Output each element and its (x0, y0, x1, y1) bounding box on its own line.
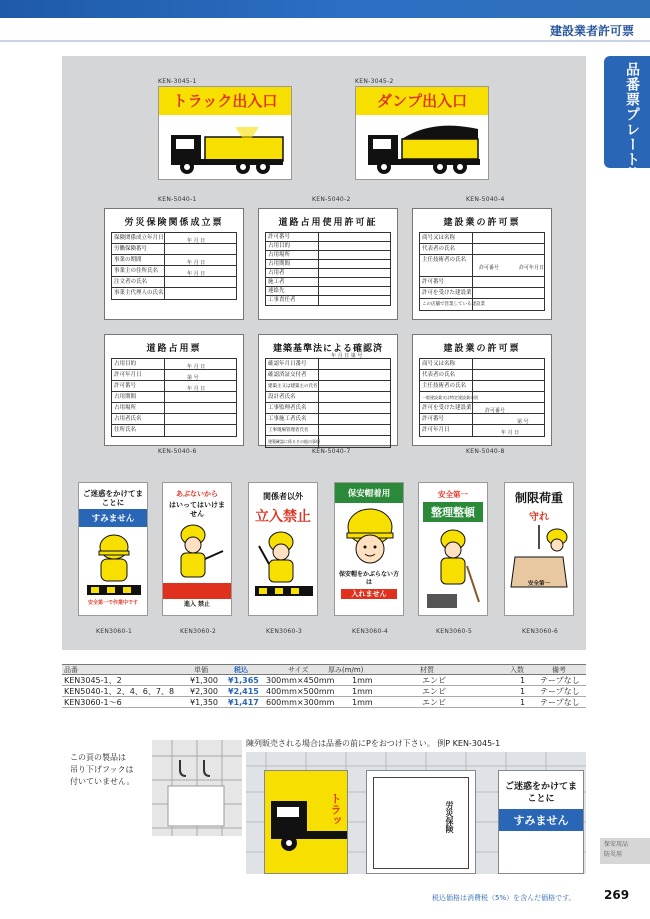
cell-tax-price: ¥1,365 (228, 676, 259, 685)
plate-row: 工事監理者氏名 (266, 403, 390, 414)
sign-top-text: ご迷惑をかけてまことに (83, 489, 143, 507)
plate-row: 労働保険番号 (112, 244, 236, 255)
footer-category-label (600, 838, 650, 864)
top-color-bar (0, 0, 650, 18)
helmet-required-sign (334, 482, 404, 616)
plate-row: 事業の期間 (112, 255, 236, 266)
road-occupancy-plate (104, 334, 244, 446)
plate-row: 占用者 (266, 269, 390, 278)
photo-truck-text: トラッ (329, 793, 342, 826)
date-field: 年 月 日 (187, 364, 206, 370)
plate-row: 連絡先 (266, 287, 390, 296)
plate-row: 工事施工者氏名 (266, 414, 390, 425)
plate-row: 建築主又は建築主の氏名 (266, 381, 390, 392)
authorized-only-sign (248, 482, 318, 616)
product-code: KEN-5040-2 (312, 196, 351, 203)
hook-note-line: この頁の製品は (70, 753, 126, 762)
cell-thickness: 1mm (352, 687, 373, 696)
plate-grid (111, 358, 237, 437)
display-sale-note: 陳列販売される場合は品番の前にPをおつけ下さい。 例P KEN-3045-1 (246, 739, 501, 748)
plate-row: 主任技術者の氏名 (420, 381, 544, 392)
cell-price: ¥1,350 (190, 698, 218, 707)
no-entry-sign (162, 482, 232, 616)
hook-note (70, 752, 152, 788)
header-cell: 品番 (64, 666, 78, 674)
header-cell: 単価 (194, 666, 208, 674)
plate-row: 占用者氏名 (112, 414, 236, 425)
keep-tidy-sign (418, 482, 488, 616)
plate-row: 確認年月日番号 (266, 359, 390, 370)
cell-thickness: 1mm (352, 698, 373, 707)
table-row (62, 686, 586, 697)
labor-insurance-plate (104, 208, 244, 320)
plate-title: 建設業の許可票 (443, 218, 521, 228)
plate-row: 占用場所 (112, 403, 236, 414)
product-code: KEN-5040-6 (158, 448, 197, 455)
cell-size: 400mm×500mm (266, 687, 335, 696)
plate-row: 施工者 (266, 278, 390, 287)
date-field: 年 月 日 (187, 238, 206, 244)
sweeping-worker-icon (419, 522, 488, 616)
plate-title: 道路占用票 (146, 344, 202, 354)
sign-bottom-text: 進入 禁止 (183, 601, 211, 608)
cell-part-number: KEN3045-1、2 (64, 676, 122, 685)
header-cell: 入数 (510, 666, 524, 674)
sign-band-text: 守れ (529, 512, 549, 523)
cell-size: 600mm×300mm (266, 698, 335, 707)
sign-top-text: 制限荷重 (514, 491, 563, 505)
plate-row: 代表者の氏名 (420, 244, 544, 255)
header-cell: 備考 (552, 666, 566, 674)
product-code: KEN-5040-1 (158, 196, 197, 203)
plate-row: 占用目的 (266, 242, 390, 251)
footer-label-line: 防災用 (604, 851, 623, 858)
plate-row: 工事責任者 (266, 296, 390, 305)
date-field: 年 月 日 (187, 386, 206, 392)
product-code: KEN3060-5 (436, 628, 473, 635)
hook-note-line: 吊り下げフックは (70, 765, 134, 774)
cell-quantity: 1 (520, 687, 526, 696)
cell-thickness: 1mm (352, 676, 373, 685)
number-field: 第 号 (517, 419, 529, 425)
plate-row: 確認済証交付者 (266, 370, 390, 381)
cell-material: エンビ (422, 687, 446, 696)
plate-row: 建築確認に係るその他の事項 (266, 436, 390, 447)
product-code: KEN-3045-2 (355, 78, 394, 85)
plate-row: 保険関係成立年月日 (112, 233, 236, 244)
sign-bottom-text: 安全第一で作業中です (87, 600, 138, 606)
product-code: KEN3060-4 (352, 628, 389, 635)
cell-note: テープなし (540, 676, 580, 685)
sign-top-text: あぶないから (176, 490, 218, 498)
column-header: 許可番号 (485, 408, 506, 414)
wire-rack-hook-icon (152, 740, 242, 836)
cell-part-number: KEN5040-1、2、4、6、7、8 (64, 687, 175, 696)
hook-note-line: 付いていません。 (70, 777, 135, 786)
date-field: 年 月 日 第 号 (331, 353, 363, 359)
column-header: 許可年月日 (519, 265, 545, 271)
cell-quantity: 1 (520, 698, 526, 707)
plate-row: 占用期間 (266, 260, 390, 269)
date-field: 年 月 日 (187, 271, 206, 277)
sign-top-text: 関係者以外 (263, 492, 303, 501)
helmet-worker-icon (335, 503, 404, 571)
road-occupancy-permit-plate (258, 208, 398, 320)
cell-material: エンビ (422, 676, 446, 685)
plate-grid (265, 358, 391, 448)
display-rack-photo (246, 752, 586, 874)
header-cell: 厚み(m/m) (328, 666, 364, 674)
construction-license-plate (412, 208, 552, 320)
photo-plate (366, 770, 476, 874)
plate-row: 占用目的 (112, 359, 236, 370)
header-cell: 税込 (234, 666, 248, 674)
cell-price: ¥1,300 (190, 676, 218, 685)
header-cell: サイズ (288, 666, 309, 674)
plate-title: 建設業の許可票 (443, 344, 521, 354)
column-header: 許可番号 (479, 265, 500, 271)
photo-plate-title: 労災保険 (445, 801, 455, 833)
product-code: KEN3060-1 (96, 628, 133, 635)
cell-tax-price: ¥2,415 (228, 687, 259, 696)
plate-row: 主任技術者の氏名 (420, 255, 544, 277)
sign-top-text: 保安帽着用 (335, 483, 403, 503)
building-confirmation-plate (258, 334, 398, 446)
cell-part-number: KEN3060-1～6 (64, 698, 122, 707)
plate-row: 許可年月日 (420, 425, 544, 436)
page-number: 269 (604, 888, 630, 902)
plate-grid (419, 358, 545, 437)
table-row (62, 675, 586, 686)
sign-band-text: はいってはいけません (169, 501, 225, 518)
sign-bottom-text: 安全第一 (527, 581, 550, 587)
product-code: KEN-5040-7 (312, 448, 351, 455)
sign-band-text: 保安帽をかぶらない方は (339, 571, 400, 586)
plate-row: 許可番号 (266, 233, 390, 242)
tax-footnote: 税込価格は消費税（5%）を含んだ価格です。 (432, 894, 576, 902)
plate-title: 建築基準法による確認済 (272, 344, 383, 354)
category-side-tab-label: 品番票プレート他 (624, 62, 640, 182)
cell-size: 300mm×450mm (266, 676, 335, 685)
plate-row: 許可年月日 (112, 370, 236, 381)
dump-truck-icon (362, 113, 484, 177)
truck-entrance-sign (158, 86, 292, 180)
plate-row: 設計者氏名 (266, 392, 390, 403)
cell-note: テープなし (540, 698, 580, 707)
plate-row: 注文者の氏名 (112, 277, 236, 288)
dump-entrance-sign (355, 86, 489, 180)
sign-top-text: 安全第一 (438, 490, 468, 499)
plate-row: 許可番号 (112, 381, 236, 392)
plate-title: 労災保険関係成立票 (124, 218, 224, 228)
date-field: 年 月 日 (501, 430, 520, 436)
product-code: KEN-5040-8 (466, 448, 505, 455)
plate-row: 事業主の住所氏名 (112, 266, 236, 277)
table-row (62, 697, 586, 708)
photo-sign-top: ご迷惑をかけてまことに (504, 782, 577, 804)
photo-sorry-sign (498, 770, 584, 874)
cell-tax-price: ¥1,417 (228, 698, 259, 707)
spec-table-header (62, 664, 586, 675)
cell-price: ¥2,300 (190, 687, 218, 696)
plate-row: 許可番号 (420, 414, 544, 425)
plate-row: 一般建設業又は特定建設業の別 (420, 392, 544, 403)
photo-sign-band: すみません (499, 809, 583, 831)
bowing-worker-icon (79, 529, 148, 599)
plate-row: 商号又は名称 (420, 233, 544, 244)
product-code: KEN-3045-1 (158, 78, 197, 85)
spec-table (62, 664, 586, 708)
plate-row: 工事現場管理者氏名 (266, 425, 390, 436)
sign-bottom-text: 入れません (341, 589, 397, 599)
plate-grid (111, 232, 237, 300)
cell-note: テープなし (540, 687, 580, 696)
plate-row: 占用期間 (112, 392, 236, 403)
sign-title: トラック出入口 (159, 87, 291, 115)
construction-license-plate (412, 334, 552, 446)
plate-row: この店舗で営業している建設業 (420, 299, 544, 310)
truck-icon (165, 117, 287, 177)
footer-label-line: 保安用品 (604, 841, 629, 848)
worker-stop-hand-icon (249, 528, 318, 600)
cell-quantity: 1 (520, 676, 526, 685)
plate-row: 住所氏名 (112, 425, 236, 436)
page-title: 建設業者許可票 (549, 24, 634, 38)
sign-title: ダンプ出入口 (356, 87, 488, 115)
header-divider (0, 40, 650, 42)
plate-grid (419, 232, 545, 311)
load-limit-sign (504, 482, 574, 616)
product-code: KEN3060-3 (266, 628, 303, 635)
cell-material: エンビ (422, 698, 446, 707)
plate-row: 許可を受けた建設業 (420, 403, 544, 414)
plate-row: 許可番号 (420, 277, 544, 288)
sorry-for-inconvenience-sign (78, 482, 148, 616)
sign-band-text: すみません (79, 509, 147, 527)
plate-row: 代表者の氏名 (420, 370, 544, 381)
product-code: KEN3060-6 (522, 628, 559, 635)
worker-with-stop-icon (163, 521, 232, 583)
plate-row: 商号又は名称 (420, 359, 544, 370)
date-field: 年 月 日 (187, 260, 206, 266)
plate-row: 許可を受けた建設業 (420, 288, 544, 299)
sign-band-text: 整理整頓 (423, 502, 483, 522)
plate-title: 道路占用使用許可証 (278, 218, 378, 228)
sign-band-text: 立入禁止 (255, 509, 311, 525)
plate-grid (265, 232, 391, 306)
plate-row: 事業主代理人の氏名 (112, 288, 236, 299)
header-cell: 材質 (420, 666, 434, 674)
plate-row: 占用場所 (266, 251, 390, 260)
product-code: KEN-5040-4 (466, 196, 505, 203)
photo-truck-sign (264, 770, 348, 874)
number-field: 第 号 (187, 375, 199, 381)
product-code: KEN3060-2 (180, 628, 217, 635)
no-entry-band (163, 583, 231, 599)
